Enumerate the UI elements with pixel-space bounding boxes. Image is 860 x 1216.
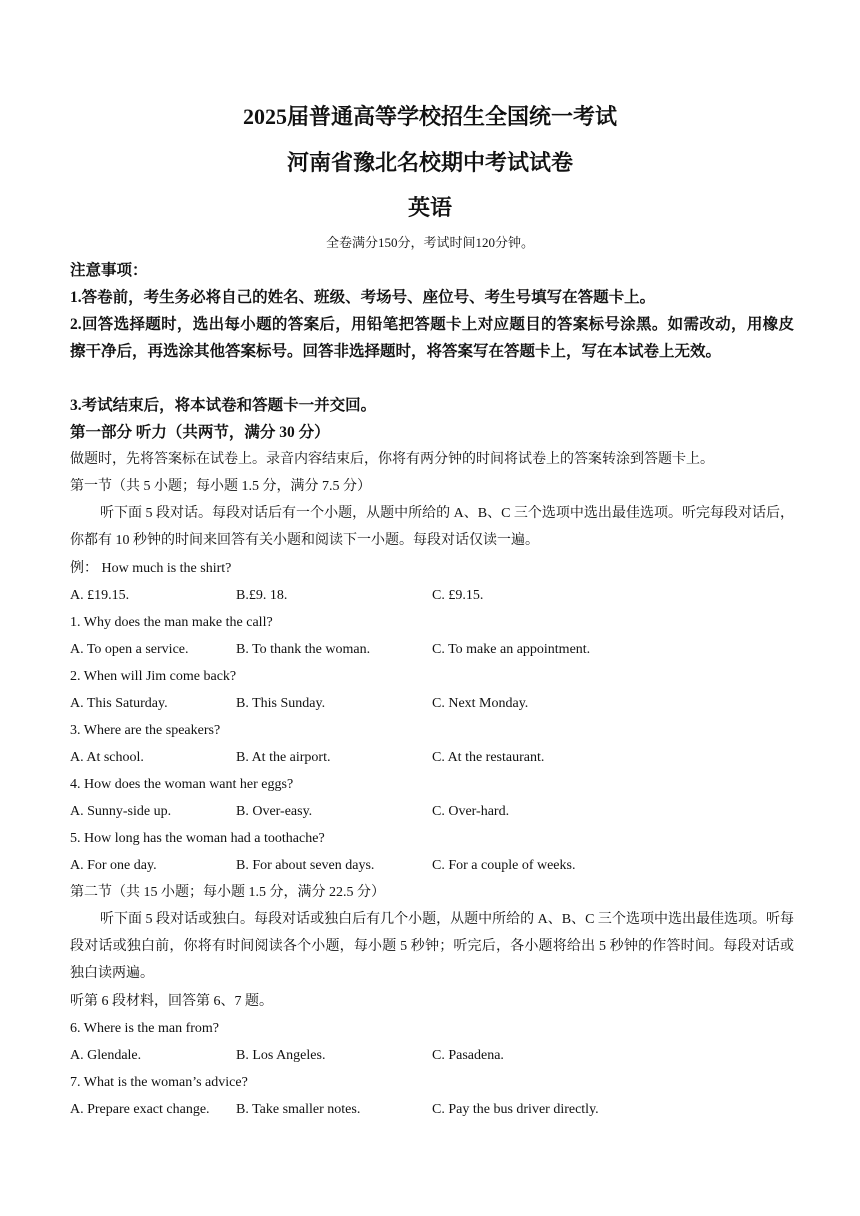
example-question: 例： How much is the shirt? [70,561,232,576]
question-4-option-c: C. Over-hard. [432,804,510,819]
question-2: 2. When will Jim come back? [70,669,237,684]
part1-heading: 第一部分 听力（共两节，满分 30 分） [70,424,330,441]
question-1-option-b: B. To thank the woman. [236,642,371,657]
question-3-option-b: B. At the airport. [236,750,331,765]
question-1: 1. Why does the man make the call? [70,615,273,630]
exam-score-time: 全卷满分150分，考试时间120分钟。 [325,235,534,250]
part1-instruction: 做题时，先将答案标在试卷上。录音内容结束后，你将有两分钟的时间将试卷上的答案转涂到答题卡上。 [70,452,714,467]
question-4-option-a: A. Sunny-side up. [70,804,172,819]
notes-item-1: 1.答卷前，考生务必将自己的姓名、班级、考场号、座位号、考生号填写在答题卡上。 [70,289,656,306]
section1-heading: 第一节（共 5 小题；每小题 1.5 分，满分 7.5 分） [70,479,371,494]
question-4: 4. How does the woman want her eggs? [70,777,294,792]
exam-school-title: 河南省豫北名校期中考试试卷 [286,150,573,175]
question-6-option-c: C. Pasadena. [432,1048,504,1063]
example-option-c: C. £9.15. [432,588,484,603]
notes-heading: 注意事项： [70,262,148,279]
question-7: 7. What is the woman’s advice? [70,1075,248,1090]
question-2-option-c: C. Next Monday. [432,696,529,711]
question-6-option-b: B. Los Angeles. [236,1048,326,1063]
material-6-instruction: 听第 6 段材料，回答第 6、7 题。 [70,994,273,1009]
question-1-option-a: A. To open a service. [70,642,189,657]
question-3: 3. Where are the speakers? [70,723,221,738]
section1-instruction: 听下面 5 段对话。每段对话后有一个小题，从题中所给的 A、B、C 三个选项中选出最佳选项。听完每段对话后，你都有 10 秒钟的时间来回答有关小题和阅读下一小题。每段对话仅读一遍。 [70,506,794,548]
question-6-option-a: A. Glendale. [70,1048,142,1063]
section2-instruction: 听下面 5 段对话或独白。每段对话或独白后有几个小题，从题中所给的 A、B、C 三个选项中选出最佳选项。听每段对话或独白前，你将有时间阅读各个小题，每小题 5 秒钟；听完后，各小题将给出 5 秒钟的作答时间。每段对话或独白读两遍。 [70,912,794,981]
notes-item-3: 3.考试结束后，将本试卷和答题卡一并交回。 [70,397,377,414]
question-7-option-c: C. Pay the bus driver directly. [432,1102,599,1117]
exam-subject: 英语 [407,195,452,220]
question-7-option-a: A. Prepare exact change. [70,1102,210,1117]
notes-item-2: 2.回答选择题时，选出每小题的答案后，用铅笔把答题卡上对应题目的答案标号涂黑。如需改动，用橡皮擦干净后，再选涂其他答案标号。回答非选择题时，将答案写在答题卡上，写在本试卷上无效。 [70,316,794,360]
question-5-option-c: C. For a couple of weeks. [432,858,576,873]
example-option-b: B.£9. 18. [236,588,288,603]
question-5: 5. How long has the woman had a toothache? [70,831,325,846]
section2-heading: 第二节（共 15 小题；每小题 1.5 分，满分 22.5 分） [70,885,385,900]
question-2-option-b: B. This Sunday. [236,696,326,711]
question-3-option-a: A. At school. [70,750,144,765]
question-2-option-a: A. This Saturday. [70,696,168,711]
exam-title: 2025届普通高等学校招生全国统一考试 [242,104,617,129]
question-5-option-a: A. For one day. [70,858,157,873]
example-option-a: A. £19.15. [70,588,130,603]
question-3-option-c: C. At the restaurant. [432,750,545,765]
question-7-option-b: B. Take smaller notes. [236,1102,361,1117]
question-1-option-c: C. To make an appointment. [432,642,591,657]
question-4-option-b: B. Over-easy. [236,804,313,819]
question-5-option-b: B. For about seven days. [236,858,375,873]
question-6: 6. Where is the man from? [70,1021,220,1036]
